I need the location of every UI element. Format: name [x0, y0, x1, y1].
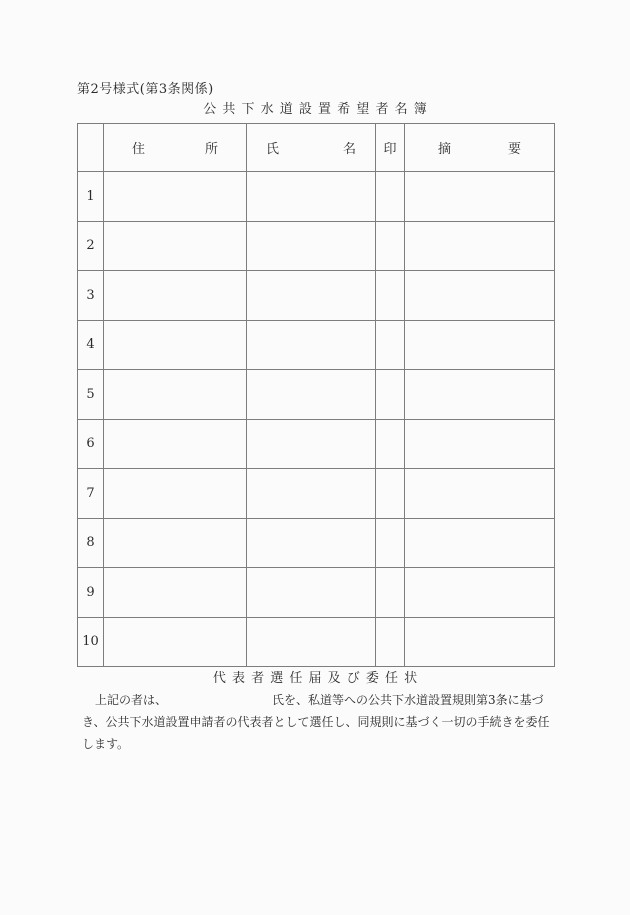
paragraph-line-1-suffix: 氏を、私道等への公共下水道設置規則第3条に基づ: [272, 693, 544, 707]
header-name-cell: [247, 124, 376, 172]
row-number: 5: [78, 370, 104, 420]
name-cell: [247, 271, 376, 321]
table-row: [78, 271, 555, 321]
paragraph-line-1-prefix: 上記の者は、: [95, 693, 168, 707]
address-cell: [104, 617, 247, 667]
name-cell: [247, 370, 376, 420]
row-number: 2: [78, 221, 104, 271]
row-number: 1: [78, 172, 104, 222]
address-cell: [104, 221, 247, 271]
table-row: [78, 469, 555, 519]
table-row: [78, 320, 555, 370]
table-row: [78, 370, 555, 420]
table-row: [78, 617, 555, 667]
header-address-label: 住 所: [132, 142, 218, 157]
header-remarks-label: 摘 要: [438, 142, 521, 157]
remarks-cell: [405, 221, 555, 271]
representative-name-blank: [167, 703, 272, 704]
row-number: 3: [78, 271, 104, 321]
seal-cell: [376, 370, 405, 420]
seal-cell: [376, 172, 405, 222]
row-number: 10: [78, 617, 104, 667]
name-cell: [247, 518, 376, 568]
header-name-label: 氏 名: [266, 142, 356, 157]
row-number: 6: [78, 419, 104, 469]
header-remarks-cell: [405, 124, 555, 172]
address-cell: [104, 172, 247, 222]
table-row: [78, 568, 555, 618]
address-cell: [104, 271, 247, 321]
name-cell: [247, 419, 376, 469]
remarks-cell: [405, 469, 555, 519]
remarks-cell: [405, 320, 555, 370]
name-cell: [247, 320, 376, 370]
name-cell: [247, 221, 376, 271]
row-number: 7: [78, 469, 104, 519]
remarks-cell: [405, 419, 555, 469]
remarks-cell: [405, 271, 555, 321]
paragraph-line-2: き、公共下水道設置申請者の代表者として選任し、同規則に基づく一切の手続きを委任: [82, 715, 550, 729]
row-number: 4: [78, 320, 104, 370]
table-row: [78, 518, 555, 568]
remarks-cell: [405, 370, 555, 420]
header-seal-cell: 印: [376, 124, 405, 172]
header-address-cell: [104, 124, 247, 172]
address-cell: [104, 320, 247, 370]
name-cell: [247, 568, 376, 618]
address-cell: [104, 469, 247, 519]
name-cell: [247, 617, 376, 667]
remarks-cell: [405, 518, 555, 568]
table-row: [78, 419, 555, 469]
seal-cell: [376, 568, 405, 618]
delegation-subtitle: 代 表 者 選 任 届 及 び 委 任 状: [212, 671, 419, 686]
remarks-cell: [405, 617, 555, 667]
seal-cell: [376, 221, 405, 271]
delegation-paragraph: [82, 689, 550, 755]
table-header-row: [78, 124, 555, 172]
remarks-cell: [405, 568, 555, 618]
seal-cell: [376, 419, 405, 469]
paragraph-line-3: します。: [82, 737, 130, 751]
seal-cell: [376, 518, 405, 568]
seal-cell: [376, 617, 405, 667]
address-cell: [104, 518, 247, 568]
paragraph-line-1: [82, 689, 550, 711]
remarks-cell: [405, 172, 555, 222]
header-number-cell: [78, 124, 104, 172]
form-number: 第2号様式(第3条関係): [77, 82, 214, 97]
seal-cell: [376, 469, 405, 519]
table-title: 公 共 下 水 道 設 置 希 望 者 名 簿: [203, 102, 428, 117]
row-number: 8: [78, 518, 104, 568]
name-cell: [247, 469, 376, 519]
document-content: [77, 82, 554, 755]
table-row: [78, 221, 555, 271]
table-row: [78, 172, 555, 222]
applicant-roster-table: [77, 123, 555, 667]
address-cell: [104, 568, 247, 618]
seal-cell: [376, 320, 405, 370]
address-cell: [104, 419, 247, 469]
name-cell: [247, 172, 376, 222]
row-number: 9: [78, 568, 104, 618]
address-cell: [104, 370, 247, 420]
seal-cell: [376, 271, 405, 321]
